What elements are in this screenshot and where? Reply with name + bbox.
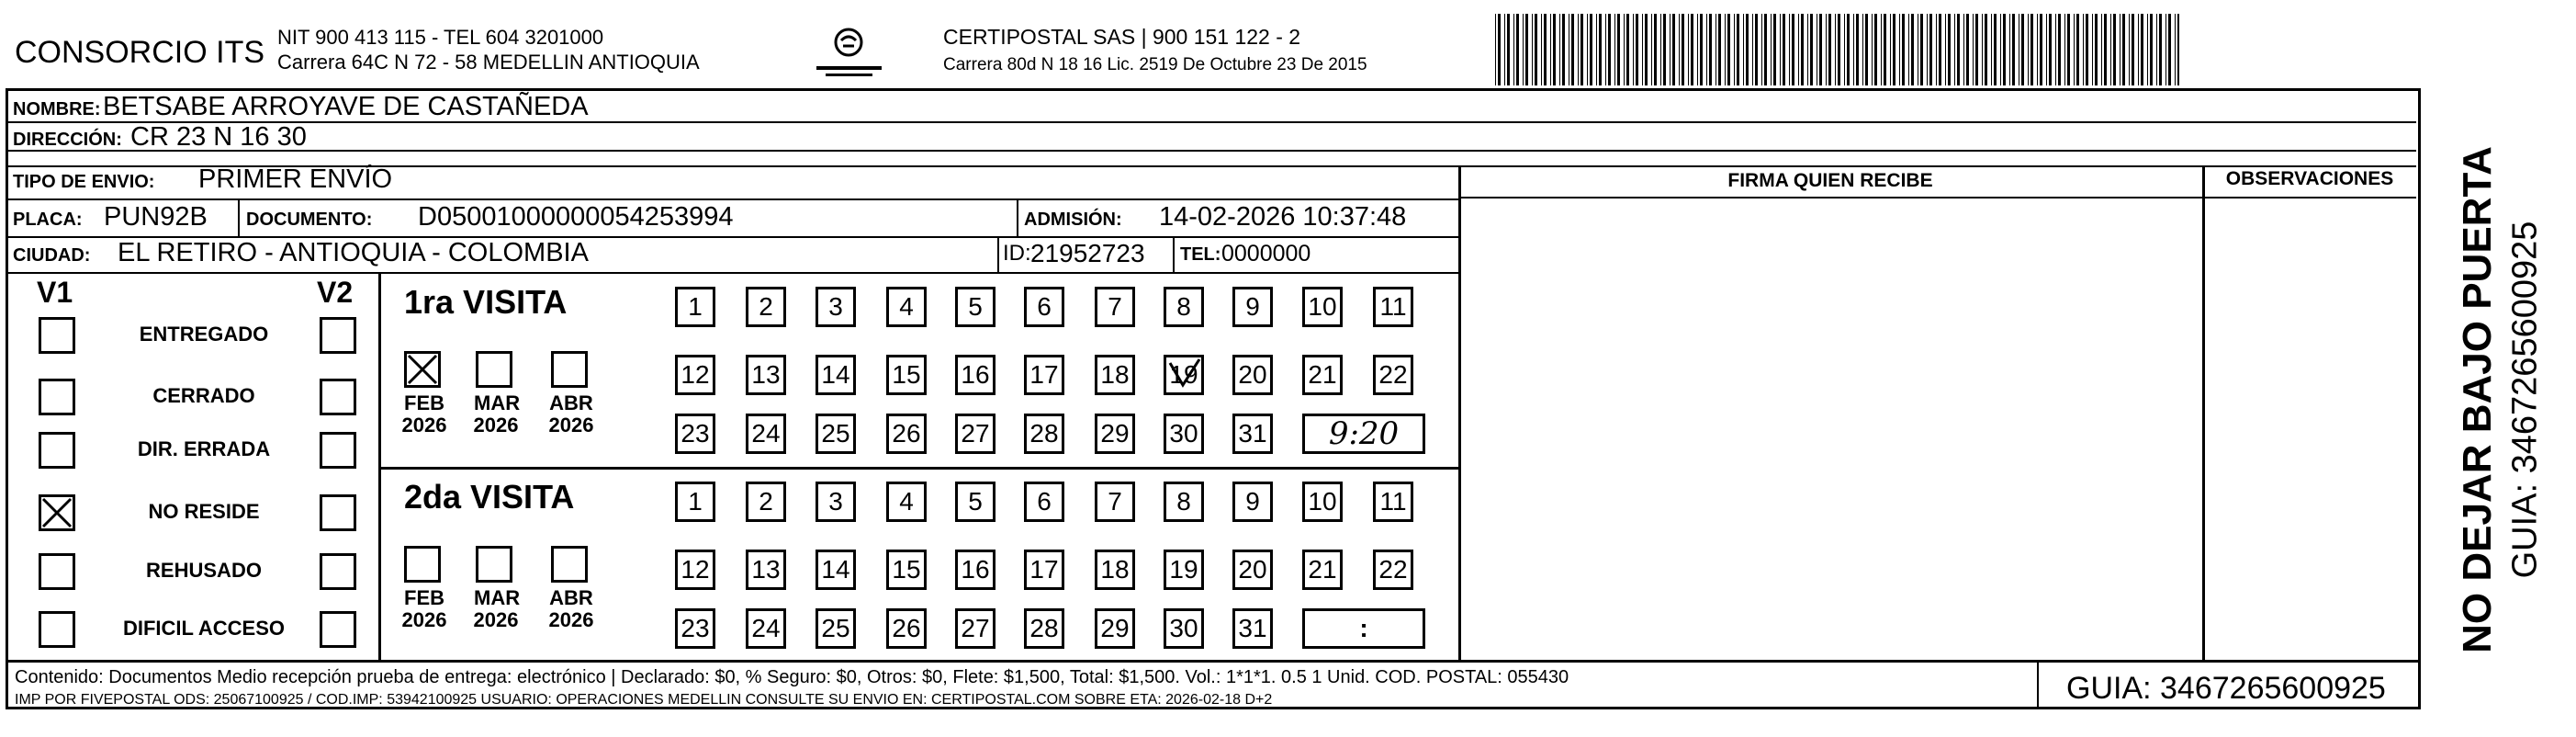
barcode-bar bbox=[2110, 14, 2111, 85]
status-label: CERRADO bbox=[152, 384, 255, 407]
status-v1-checkbox[interactable] bbox=[39, 317, 75, 354]
status-v2-checkbox[interactable] bbox=[320, 432, 356, 469]
visit-title: 2da VISITA bbox=[404, 478, 575, 516]
month-name: ABR bbox=[549, 391, 593, 414]
barcode-bar bbox=[1957, 14, 1960, 85]
address-line: Carrera 64C N 72 - 58 MEDELLIN ANTIOQUIA bbox=[277, 51, 700, 74]
day-box[interactable]: 2 bbox=[746, 287, 786, 327]
status-v1-checkbox[interactable] bbox=[39, 553, 75, 590]
certipostal-line2: Carrera 80d N 18 16 Lic. 2519 De Octubre 23 De 2015 bbox=[943, 55, 1367, 74]
day-box[interactable]: 5 bbox=[955, 482, 996, 522]
barcode-bar bbox=[1590, 14, 1592, 85]
barcode-bar bbox=[1599, 14, 1602, 85]
direccion-label: DIRECCIÓN: bbox=[13, 130, 122, 150]
id-value: 21952723 bbox=[1030, 239, 1145, 267]
day-box[interactable]: 11 bbox=[1373, 482, 1413, 522]
barcode-bar bbox=[1718, 14, 1721, 85]
day-box[interactable]: 4 bbox=[886, 287, 927, 327]
day-box[interactable]: 29 bbox=[1095, 608, 1135, 649]
barcode-bar bbox=[2122, 14, 2125, 85]
direccion-value: CR 23 N 16 30 bbox=[130, 122, 307, 152]
day-box[interactable]: 12 bbox=[675, 550, 715, 590]
day-box[interactable]: 6 bbox=[1024, 287, 1064, 327]
barcode-bar bbox=[1810, 14, 1813, 85]
barcode-bar bbox=[2101, 14, 2102, 85]
day-box[interactable]: 19 bbox=[1164, 550, 1204, 590]
barcode-bar bbox=[2040, 14, 2042, 85]
barcode-bar bbox=[1954, 14, 1955, 85]
status-label: DIR. ERRADA bbox=[137, 437, 271, 460]
tel-value: 0000000 bbox=[1221, 241, 1311, 266]
barcode-bar bbox=[1532, 14, 1533, 85]
barcode-bar bbox=[2175, 14, 2176, 85]
barcode bbox=[1495, 14, 2179, 85]
barcode-bar bbox=[1853, 14, 1854, 85]
barcode-bar bbox=[1617, 14, 1620, 85]
barcode-bar bbox=[1553, 14, 1556, 85]
month-name: FEB bbox=[404, 391, 444, 414]
barcode-bar bbox=[1626, 14, 1629, 85]
barcode-bar bbox=[1645, 14, 1648, 85]
barcode-bar bbox=[2074, 14, 2075, 85]
barcode-bar bbox=[1523, 14, 1524, 85]
nit-line: NIT 900 413 115 - TEL 604 3201000 bbox=[277, 26, 604, 49]
barcode-bar bbox=[1890, 14, 1891, 85]
time-value: 9:20 bbox=[1328, 415, 1400, 452]
barcode-bar bbox=[1727, 14, 1730, 85]
day-box[interactable]: 24 bbox=[746, 608, 786, 649]
barcode-bar bbox=[2165, 14, 2166, 85]
barcode-bar bbox=[2141, 14, 2143, 85]
barcode-bar bbox=[1902, 14, 1905, 85]
firma-header: FIRMA QUIEN RECIBE bbox=[1727, 170, 1933, 191]
admision-label: ADMISIÓN: bbox=[1024, 210, 1122, 230]
month-checkbox[interactable] bbox=[551, 351, 588, 388]
barcode-bar bbox=[1865, 14, 1868, 85]
barcode-bar bbox=[1844, 14, 1845, 85]
barcode-bar bbox=[1884, 14, 1886, 85]
barcode-bar bbox=[1578, 14, 1579, 85]
month-year: 2026 bbox=[548, 414, 594, 437]
month-year: 2026 bbox=[401, 608, 447, 631]
tipo-envio-label: TIPO DE ENVIO: bbox=[13, 172, 155, 192]
day-box[interactable]: 17 bbox=[1024, 355, 1064, 395]
day-box[interactable]: 20 bbox=[1232, 550, 1273, 590]
barcode-bar bbox=[1826, 14, 1827, 85]
day-box[interactable]: 3 bbox=[816, 287, 856, 327]
ciudad-label: CIUDAD: bbox=[13, 245, 91, 266]
barcode-bar bbox=[1544, 14, 1547, 85]
day-box[interactable]: 26 bbox=[886, 608, 927, 649]
barcode-bar bbox=[1911, 14, 1914, 85]
day-box[interactable]: 22 bbox=[1373, 355, 1413, 395]
barcode-bar bbox=[1608, 14, 1611, 85]
day-check-mark bbox=[1166, 357, 1201, 392]
footer-contenido: Contenido: Documentos Medio recepción prueba de entrega: electrónico | Declarado: $0, % Seguro: $0, Otros: $0, Flete: $1,500, Total: $1,500. Vol.: 1*1*1. 0.5 1 Unid. COD. POSTAL: 055430 bbox=[15, 667, 1569, 687]
day-box[interactable]: 22 bbox=[1373, 550, 1413, 590]
status-v1-checkbox[interactable] bbox=[39, 611, 75, 648]
barcode-bar bbox=[1642, 14, 1643, 85]
barcode-bar bbox=[1893, 14, 1895, 85]
barcode-bar bbox=[1605, 14, 1606, 85]
status-label: DIFICIL ACCESO bbox=[122, 617, 285, 640]
barcode-bar bbox=[2113, 14, 2116, 85]
barcode-bar bbox=[1985, 14, 1987, 85]
day-box[interactable]: 31 bbox=[1232, 414, 1273, 454]
barcode-bar bbox=[2021, 14, 2024, 85]
barcode-bar bbox=[2003, 14, 2006, 85]
status-v2-checkbox[interactable] bbox=[320, 494, 356, 531]
v2-header: V2 bbox=[317, 276, 354, 309]
barcode-bar bbox=[2037, 14, 2038, 85]
barcode-bar bbox=[1633, 14, 1634, 85]
barcode-bar bbox=[2168, 14, 2171, 85]
day-box[interactable]: 26 bbox=[886, 414, 927, 454]
day-box[interactable]: 1 bbox=[675, 287, 715, 327]
barcode-bar bbox=[2058, 14, 2061, 85]
barcode-bar bbox=[2138, 14, 2139, 85]
day-box[interactable]: 16 bbox=[955, 550, 996, 590]
barcode-bar bbox=[1535, 14, 1537, 85]
day-box[interactable]: 21 bbox=[1302, 550, 1343, 590]
day-box[interactable]: 18 bbox=[1095, 355, 1135, 395]
barcode-bar bbox=[2177, 14, 2179, 85]
day-box[interactable]: 25 bbox=[816, 608, 856, 649]
certipostal-logo bbox=[815, 26, 883, 81]
id-label: ID: bbox=[1003, 241, 1031, 266]
barcode-bar bbox=[1899, 14, 1900, 85]
footer-imp: IMP POR FIVEPOSTAL ODS: 25067100925 / COD.IMP: 53942100925 USUARIO: OPERACIONES MEDELLIN CONSULTE SU ENVIO EN: CERTIPOSTAL.COM SOBRE ETA: 2026-02-18 D+2 bbox=[15, 692, 1273, 708]
day-box[interactable]: 18 bbox=[1095, 550, 1135, 590]
barcode-bar bbox=[1798, 14, 1799, 85]
barcode-bar bbox=[1945, 14, 1946, 85]
status-label: REHUSADO bbox=[146, 559, 262, 582]
day-box[interactable]: 23 bbox=[675, 608, 715, 649]
barcode-bar bbox=[2083, 14, 2084, 85]
barcode-bar bbox=[1771, 14, 1772, 85]
barcode-bar bbox=[1636, 14, 1638, 85]
day-box[interactable]: 15 bbox=[886, 550, 927, 590]
month-checkbox[interactable] bbox=[551, 546, 588, 583]
day-box[interactable]: 14 bbox=[816, 355, 856, 395]
barcode-bar bbox=[1550, 14, 1551, 85]
status-v2-checkbox[interactable] bbox=[320, 553, 356, 590]
barcode-bar bbox=[1939, 14, 1941, 85]
month-name: ABR bbox=[549, 586, 593, 609]
barcode-bar bbox=[1963, 14, 1964, 85]
day-box[interactable]: 29 bbox=[1095, 414, 1135, 454]
barcode-bar bbox=[1682, 14, 1684, 85]
barcode-bar bbox=[1624, 14, 1625, 85]
day-box[interactable]: 13 bbox=[746, 550, 786, 590]
barcode-bar bbox=[1495, 14, 1496, 85]
month-name: FEB bbox=[404, 586, 444, 609]
barcode-bar bbox=[1807, 14, 1808, 85]
placa-label: PLACA: bbox=[13, 210, 83, 230]
month-checkbox[interactable] bbox=[404, 546, 441, 583]
barcode-bar bbox=[1734, 14, 1735, 85]
month-checkbox[interactable] bbox=[476, 351, 512, 388]
barcode-bar bbox=[1948, 14, 1951, 85]
footer-guia: GUIA: 3467265600925 bbox=[2066, 671, 2386, 706]
placa-value: PUN92B bbox=[104, 202, 208, 232]
time-box[interactable] bbox=[1302, 414, 1425, 454]
nombre-value: BETSABE ARROYAVE DE CASTAÑEDA bbox=[103, 92, 589, 121]
day-box[interactable]: 28 bbox=[1024, 414, 1064, 454]
barcode-bar bbox=[1525, 14, 1528, 85]
side-guia-text: GUIA: 3467265600925 bbox=[2505, 221, 2545, 579]
admision-value: 14-02-2026 10:37:48 bbox=[1159, 202, 1407, 232]
day-box[interactable]: 27 bbox=[955, 414, 996, 454]
barcode-bar bbox=[1541, 14, 1542, 85]
barcode-bar bbox=[1663, 14, 1666, 85]
barcode-bar bbox=[1688, 14, 1689, 85]
barcode-bar bbox=[1709, 14, 1712, 85]
barcode-bar bbox=[2012, 14, 2015, 85]
day-box[interactable]: 25 bbox=[816, 414, 856, 454]
barcode-bar bbox=[1872, 14, 1873, 85]
barcode-bar bbox=[2067, 14, 2070, 85]
day-box[interactable]: 12 bbox=[675, 355, 715, 395]
barcode-bar bbox=[1679, 14, 1680, 85]
barcode-bar bbox=[2159, 14, 2162, 85]
day-box[interactable]: 27 bbox=[955, 608, 996, 649]
barcode-bar bbox=[2055, 14, 2056, 85]
barcode-bar bbox=[1856, 14, 1859, 85]
barcode-bar bbox=[1743, 14, 1744, 85]
day-box[interactable]: 7 bbox=[1095, 482, 1135, 522]
barcode-bar bbox=[2049, 14, 2052, 85]
barcode-bar bbox=[1973, 14, 1974, 85]
time-value: : bbox=[1359, 614, 1368, 642]
company-name: CONSORCIO ITS bbox=[15, 35, 265, 70]
barcode-bar bbox=[1780, 14, 1781, 85]
barcode-bar bbox=[1725, 14, 1726, 85]
barcode-bar bbox=[1706, 14, 1707, 85]
barcode-bar bbox=[1908, 14, 1909, 85]
barcode-bar bbox=[1580, 14, 1583, 85]
status-v1-checkbox[interactable] bbox=[39, 379, 75, 415]
day-box[interactable]: 8 bbox=[1164, 287, 1204, 327]
barcode-bar bbox=[2147, 14, 2148, 85]
month-year: 2026 bbox=[548, 608, 594, 631]
barcode-bar bbox=[1927, 14, 1928, 85]
status-v2-checkbox[interactable] bbox=[320, 379, 356, 415]
day-box[interactable]: 30 bbox=[1164, 608, 1204, 649]
day-box[interactable]: 13 bbox=[746, 355, 786, 395]
barcode-bar bbox=[1672, 14, 1675, 85]
barcode-bar bbox=[1994, 14, 1997, 85]
barcode-bar bbox=[2092, 14, 2093, 85]
certipostal-line1: CERTIPOSTAL SAS | 900 151 122 - 2 bbox=[943, 25, 1301, 49]
status-label: ENTREGADO bbox=[139, 323, 269, 346]
day-box[interactable]: 21 bbox=[1302, 355, 1343, 395]
day-box[interactable]: 15 bbox=[886, 355, 927, 395]
ciudad-value: EL RETIRO - ANTIOQUIA - COLOMBIA bbox=[118, 238, 589, 267]
day-box[interactable]: 19 bbox=[1164, 355, 1204, 395]
barcode-bar bbox=[1874, 14, 1877, 85]
barcode-bar bbox=[1847, 14, 1850, 85]
day-box[interactable]: 7 bbox=[1095, 287, 1135, 327]
barcode-bar bbox=[2064, 14, 2065, 85]
tipo-envio-value: PRIMER ENVÍO bbox=[198, 164, 393, 194]
day-box[interactable]: 24 bbox=[746, 414, 786, 454]
barcode-bar bbox=[1746, 14, 1749, 85]
documento-label: DOCUMENTO: bbox=[246, 210, 373, 230]
barcode-bar bbox=[1862, 14, 1863, 85]
barcode-bar bbox=[1761, 14, 1762, 85]
barcode-bar bbox=[1513, 14, 1514, 85]
barcode-bar bbox=[1755, 14, 1758, 85]
tel-label: TEL: bbox=[1180, 244, 1221, 265]
barcode-bar bbox=[1660, 14, 1661, 85]
barcode-bar bbox=[1982, 14, 1983, 85]
barcode-bar bbox=[1654, 14, 1657, 85]
barcode-bar bbox=[2009, 14, 2010, 85]
barcode-bar bbox=[1507, 14, 1510, 85]
barcode-bar bbox=[1715, 14, 1716, 85]
barcode-bar bbox=[1828, 14, 1831, 85]
barcode-bar bbox=[1936, 14, 1937, 85]
barcode-bar bbox=[1789, 14, 1790, 85]
month-year: 2026 bbox=[473, 414, 519, 437]
day-box[interactable]: 23 bbox=[675, 414, 715, 454]
day-box[interactable]: 9 bbox=[1232, 287, 1273, 327]
month-checkbox[interactable] bbox=[476, 546, 512, 583]
barcode-bar bbox=[1691, 14, 1693, 85]
barcode-bar bbox=[2046, 14, 2047, 85]
barcode-bar bbox=[1498, 14, 1501, 85]
barcode-bar bbox=[2129, 14, 2130, 85]
barcode-bar bbox=[1929, 14, 1932, 85]
status-v2-checkbox[interactable] bbox=[320, 317, 356, 354]
barcode-bar bbox=[1737, 14, 1739, 85]
observaciones-header: OBSERVACIONES bbox=[2225, 168, 2394, 189]
day-box[interactable]: 1 bbox=[675, 482, 715, 522]
barcode-bar bbox=[2104, 14, 2107, 85]
day-box[interactable]: 6 bbox=[1024, 482, 1064, 522]
barcode-bar bbox=[1920, 14, 1923, 85]
status-label: NO RESIDE bbox=[148, 500, 260, 523]
barcode-bar bbox=[2150, 14, 2153, 85]
barcode-bar bbox=[1783, 14, 1785, 85]
no-dejar-bajo-puerta: NO DEJAR BAJO PUERTA bbox=[2455, 146, 2500, 653]
barcode-bar bbox=[1881, 14, 1882, 85]
barcode-bar bbox=[2132, 14, 2134, 85]
day-box[interactable]: 17 bbox=[1024, 550, 1064, 590]
barcode-bar bbox=[1651, 14, 1652, 85]
barcode-bar bbox=[1752, 14, 1753, 85]
barcode-bar bbox=[1801, 14, 1804, 85]
day-box[interactable]: 31 bbox=[1232, 608, 1273, 649]
day-box[interactable]: 10 bbox=[1302, 287, 1343, 327]
barcode-bar bbox=[2076, 14, 2079, 85]
barcode-bar bbox=[2030, 14, 2033, 85]
day-box[interactable]: 5 bbox=[955, 287, 996, 327]
barcode-bar bbox=[1835, 14, 1836, 85]
barcode-bar bbox=[1562, 14, 1565, 85]
visit-title: 1ra VISITA bbox=[404, 283, 568, 321]
status-v2-checkbox[interactable] bbox=[320, 611, 356, 648]
day-box[interactable]: 9 bbox=[1232, 482, 1273, 522]
day-box[interactable]: 10 bbox=[1302, 482, 1343, 522]
nombre-label: NOMBRE: bbox=[13, 99, 101, 119]
month-name: MAR bbox=[474, 391, 521, 414]
barcode-bar bbox=[1819, 14, 1822, 85]
day-box[interactable]: 11 bbox=[1373, 287, 1413, 327]
day-box[interactable]: 4 bbox=[886, 482, 927, 522]
barcode-bar bbox=[1596, 14, 1597, 85]
barcode-bar bbox=[1559, 14, 1560, 85]
barcode-bar bbox=[2000, 14, 2001, 85]
day-box[interactable]: 30 bbox=[1164, 414, 1204, 454]
barcode-bar bbox=[1571, 14, 1574, 85]
day-box[interactable]: 20 bbox=[1232, 355, 1273, 395]
barcode-bar bbox=[1764, 14, 1767, 85]
day-box[interactable]: 14 bbox=[816, 550, 856, 590]
day-box[interactable]: 8 bbox=[1164, 482, 1204, 522]
barcode-bar bbox=[1792, 14, 1794, 85]
day-box[interactable]: 16 bbox=[955, 355, 996, 395]
barcode-bar bbox=[2156, 14, 2157, 85]
barcode-bar bbox=[1697, 14, 1698, 85]
day-box[interactable]: 2 bbox=[746, 482, 786, 522]
month-year: 2026 bbox=[473, 608, 519, 631]
barcode-bar bbox=[1700, 14, 1703, 85]
documento-value: D05001000000054253994 bbox=[418, 202, 734, 232]
barcode-bar bbox=[1773, 14, 1776, 85]
barcode-bar bbox=[1966, 14, 1969, 85]
month-checkbox[interactable] bbox=[404, 351, 441, 388]
barcode-bar bbox=[1587, 14, 1588, 85]
time-box[interactable] bbox=[1302, 608, 1425, 649]
month-year: 2026 bbox=[401, 414, 447, 437]
barcode-bar bbox=[1614, 14, 1615, 85]
month-name: MAR bbox=[474, 586, 521, 609]
barcode-bar bbox=[2086, 14, 2088, 85]
status-v1-checkbox[interactable] bbox=[39, 494, 75, 531]
barcode-bar bbox=[2095, 14, 2098, 85]
barcode-bar bbox=[1504, 14, 1505, 85]
barcode-bar bbox=[1838, 14, 1840, 85]
barcode-bar bbox=[2028, 14, 2029, 85]
status-v1-checkbox[interactable] bbox=[39, 432, 75, 469]
v1-header: V1 bbox=[37, 276, 73, 309]
barcode-bar bbox=[1991, 14, 1992, 85]
barcode-bar bbox=[1516, 14, 1519, 85]
day-box[interactable]: 3 bbox=[816, 482, 856, 522]
day-box[interactable]: 28 bbox=[1024, 608, 1064, 649]
barcode-bar bbox=[1975, 14, 1978, 85]
